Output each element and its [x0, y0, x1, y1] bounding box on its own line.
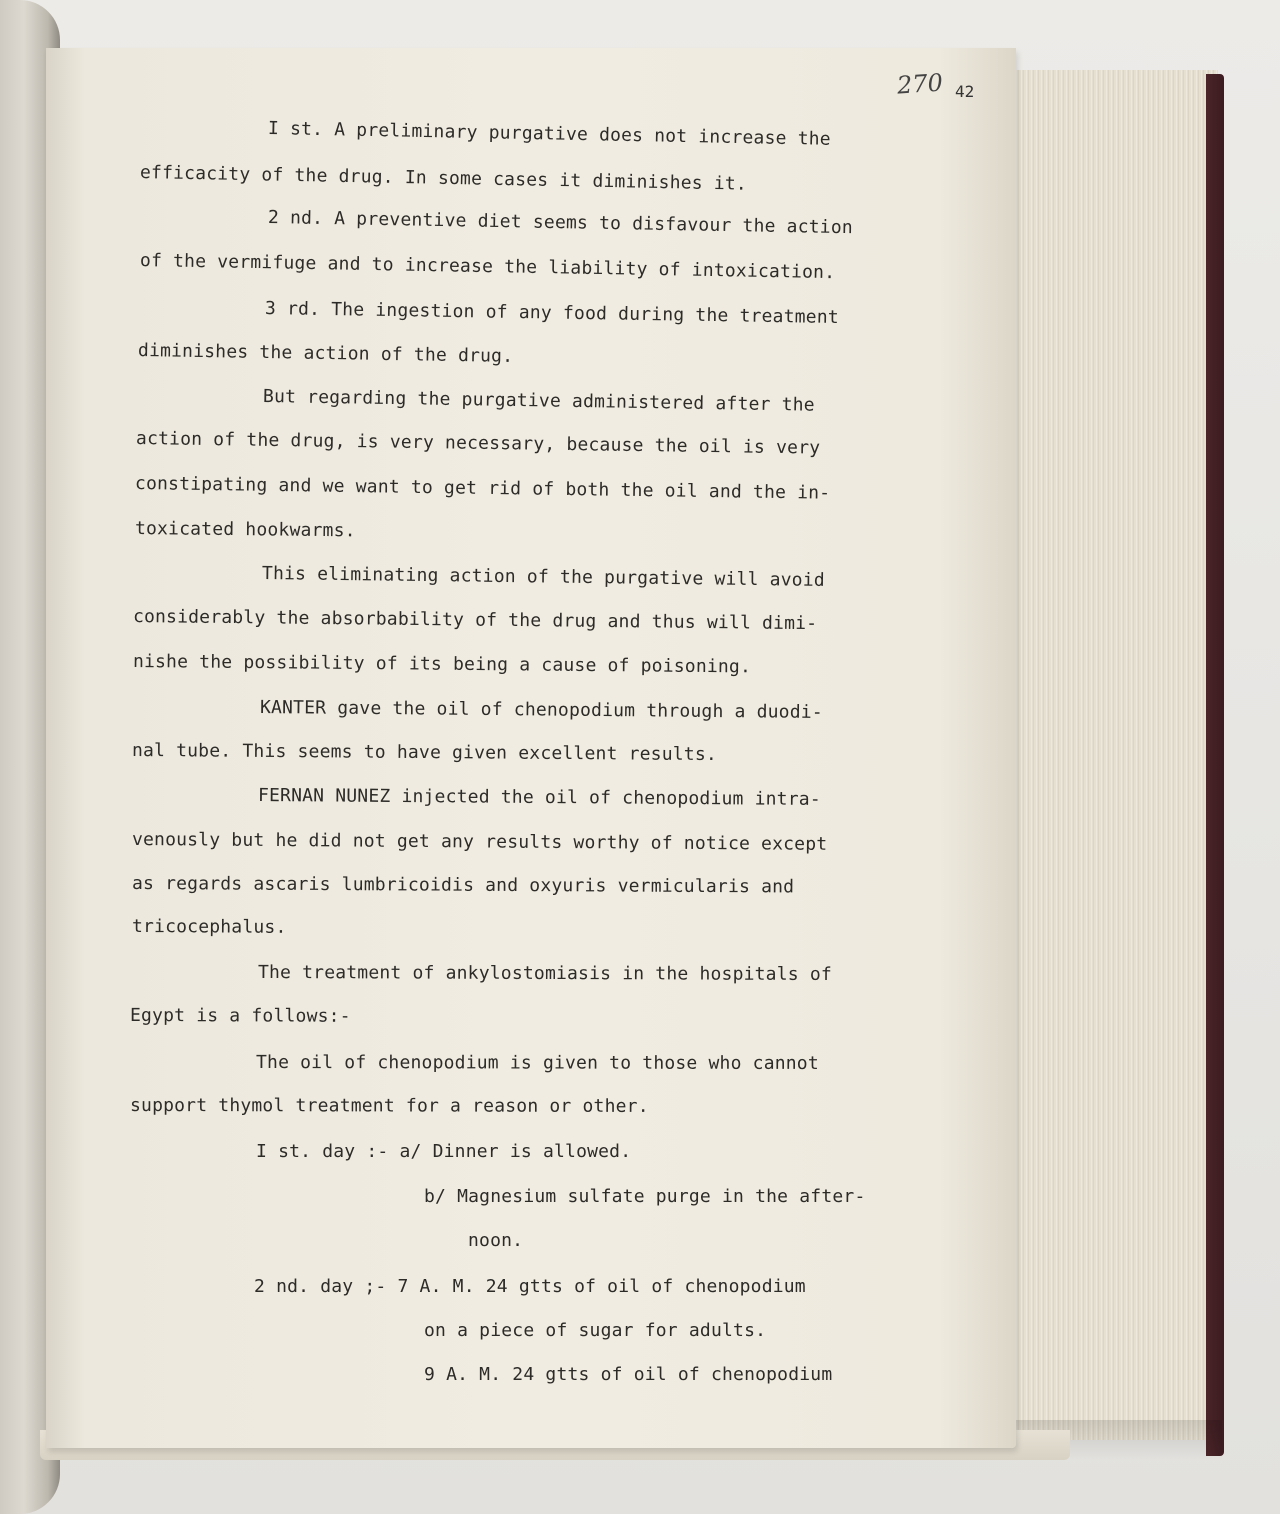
- text-line: FERNAN NUNEZ injected the oil of chenopodium intra-: [257, 785, 821, 810]
- text-line: efficacity of the drug. In some cases it diminishes it.: [139, 162, 748, 195]
- text-line: venously but he did not get any results worthy of notice except: [131, 829, 828, 855]
- text-line: tricocephalus.: [131, 916, 287, 938]
- handwritten-page-number: 270: [896, 68, 944, 100]
- text-line: 2 nd. A preventive diet seems to disfavour the action: [267, 207, 854, 239]
- text-line: action of the drug, is very necessary, because the oil is very: [135, 428, 821, 459]
- text-line: as regards ascaris lumbricoidis and oxyuris vermicularis and: [131, 873, 795, 898]
- text-line: The oil of chenopodium is given to those who cannot: [255, 1052, 819, 1074]
- text-line: Egypt is a follows:-: [129, 1005, 351, 1027]
- text-line: But regarding the purgative administered after the: [262, 386, 815, 416]
- text-line: noon.: [468, 1230, 524, 1251]
- text-line: considerably the absorbability of the drug and thus will dimi-: [132, 606, 818, 635]
- text-line: constipating and we want to get rid of both the oil and the in-: [134, 473, 831, 504]
- text-line: diminishes the action of the drug.: [137, 340, 514, 367]
- text-line: 3 rd. The ingestion of any food during the treatment: [264, 298, 840, 329]
- text-line: I st. A preliminary purgative does not increase the: [267, 118, 831, 150]
- text-line: nal tube. This seems to have given excellent results.: [131, 740, 718, 766]
- text-line: on a piece of sugar for adults.: [424, 1320, 767, 1341]
- text-line: The treatment of ankylostomiasis in the hospitals of: [257, 962, 832, 986]
- typed-page-number: 42: [955, 82, 975, 101]
- text-line: nishe the possibility of its being a cause of poisoning.: [132, 651, 752, 678]
- text-line: 9 A. M. 24 gtts of oil of chenopodium: [424, 1364, 833, 1385]
- text-line: of the vermifuge and to increase the liability of intoxication.: [139, 250, 836, 284]
- text-line: support thymol treatment for a reason or other.: [129, 1095, 649, 1117]
- text-line: I st. day :- a/ Dinner is allowed.: [256, 1141, 632, 1162]
- text-line: toxicated hookwarms.: [134, 518, 356, 542]
- text-line: 2 nd. day ;- 7 A. M. 24 gtts of oil of chenopodium: [254, 1276, 806, 1297]
- text-line: b/ Magnesium sulfate purge in the after-: [424, 1186, 866, 1207]
- text-line: This eliminating action of the purgative will avoid: [261, 563, 825, 591]
- text-line: KANTER gave the oil of chenopodium through a duodi-: [259, 697, 823, 723]
